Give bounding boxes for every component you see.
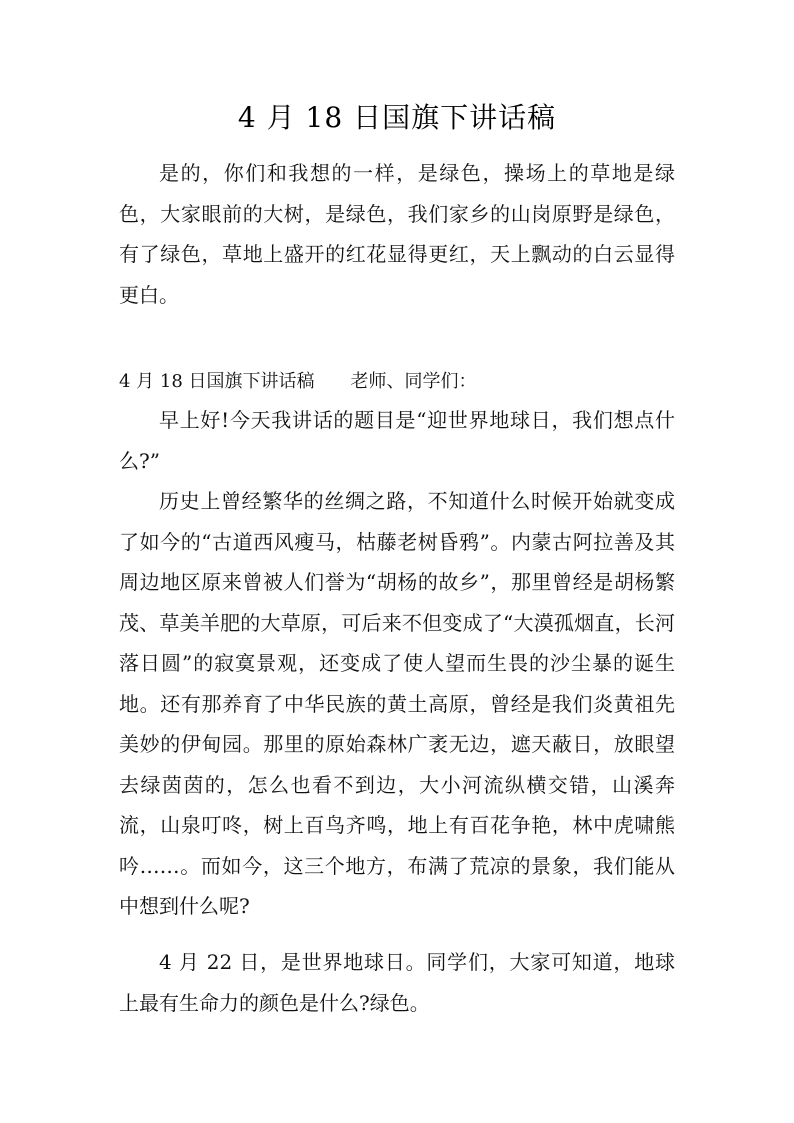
speech-heading-line bbox=[119, 364, 675, 400]
section-title: 4 月 18 日国旗下讲话稿 bbox=[119, 371, 315, 392]
speech-paragraph-greeting: 早上好!今天我讲话的题目是“迎世界地球日，我们想点什么?” bbox=[119, 408, 675, 473]
salutation: 老师、同学们： bbox=[350, 371, 477, 392]
speech-paragraph-history: 历史上曾经繁华的丝绸之路，不知道什么时候开始就变成了如今的“古道西风瘦马，枯藤老树昏鸦”。内蒙古阿拉善及其周边地区原来曾被人们誉为“胡杨的故乡”，那里曾经是胡杨繁茂、草美羊肥的大草原，可后来不但变成了“大漠孤烟直，长河落日圆”的寂寞景观，还变成了使人望而生畏的沙尘暴的诞生地。还有那养育了中华民族的黄土高原，曾经是我们炎黄祖先美妙的伊甸园。那里的原始森林广袤无边，遮天蔽日，放眼望去绿茵茵的，怎么也看不到边，大小河流纵横交错，山溪奔流，山泉叮咚，树上百鸟齐鸣，地上有百花争艳，林中虎啸熊吟……。而如今，这三个地方，布满了荒凉的景象，我们能从中想到什么呢? bbox=[119, 489, 675, 918]
speech-paragraph-earth-day: 4 月 22 日，是世界地球日。同学们，大家可知道，地球上最有生命力的颜色是什么?绿色。 bbox=[119, 950, 675, 1015]
intro-paragraph: 是的，你们和我想的一样，是绿色，操场上的草地是绿色，大家眼前的大树，是绿色，我们家乡的山岗原野是绿色，有了绿色，草地上盛开的红花显得更红，天上飘动的白云显得更白。 bbox=[119, 161, 675, 307]
page-title: 4 月 18 日国旗下讲话稿 bbox=[237, 101, 557, 134]
